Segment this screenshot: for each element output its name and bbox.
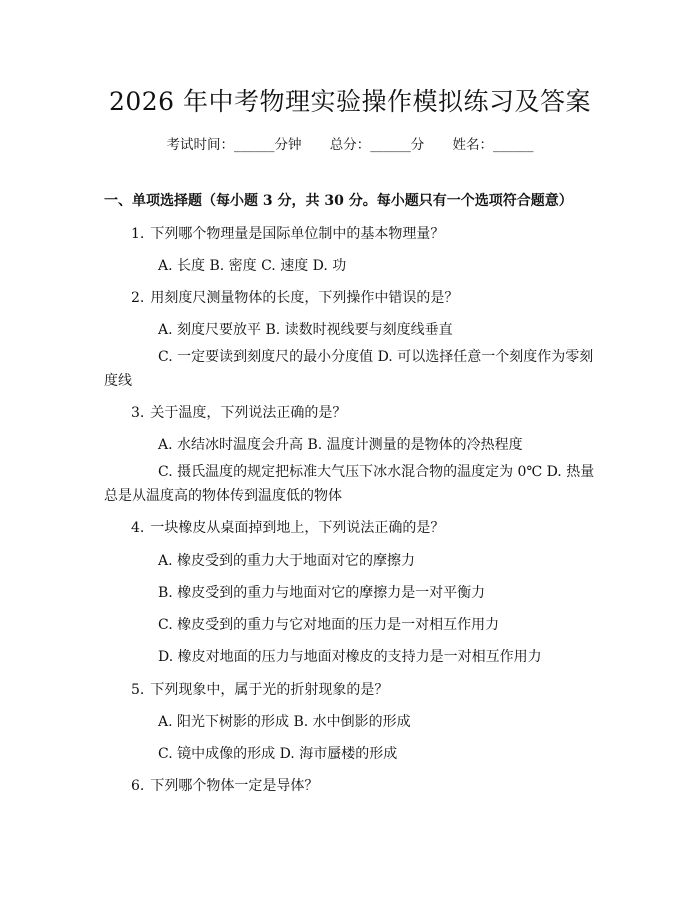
question-5-options-ab: A. 阳光下树影的形成 B. 水中倒影的形成 (158, 714, 411, 730)
question-2-options-ab: A. 刻度尺要放平 B. 读数时视线要与刻度线垂直 (158, 322, 453, 338)
question-5-options-cd: C. 镜中成像的形成 D. 海市蜃楼的形成 (158, 746, 398, 762)
question-text: 下列哪个物体一定是导体？ (150, 778, 319, 794)
exam-name: 姓名：______ (452, 137, 534, 153)
question-2 (131, 287, 458, 307)
question-number: 6. (131, 778, 145, 794)
question-4-option-c: C. 橡皮受到的重力与它对地面的压力是一对相互作用力 (158, 617, 500, 633)
question-text: 下列哪个物理量是国际单位制中的基本物理量？ (150, 226, 445, 242)
question-text: 用刻度尺测量物体的长度，下列操作中错误的是？ (150, 290, 459, 306)
exam-score: 总分：______分 (329, 137, 425, 153)
question-text: 一块橡皮从桌面掉到地上，下列说法正确的是？ (150, 520, 445, 536)
question-number: 1. (131, 226, 145, 242)
exam-meta (0, 133, 700, 153)
question-4-option-a: A. 橡皮受到的重力大于地面对它的摩擦力 (158, 553, 416, 569)
question-number: 3. (131, 405, 145, 421)
question-text: 关于温度，下列说法正确的是？ (150, 405, 347, 421)
question-text: 下列现象中，属于光的折射现象的是？ (150, 682, 389, 698)
question-4-option-b: B. 橡皮受到的重力与地面对它的摩擦力是一对平衡力 (158, 585, 486, 601)
question-5 (131, 679, 388, 699)
question-6 (131, 775, 318, 795)
question-1 (131, 223, 444, 243)
question-3 (131, 402, 346, 422)
question-1-options: A. 长度 B. 密度 C. 速度 D. 功 (158, 258, 347, 274)
question-4-option-d: D. 橡皮对地面的压力与地面对橡皮的支持力是一对相互作用力 (158, 649, 542, 665)
section-heading: 一、单项选择题（每小题 3 分，共 30 分。每小题只有一个选项符合题意） (104, 193, 573, 209)
page-title: 2026 年中考物理实验操作模拟练习及答案 (108, 87, 592, 116)
exam-time: 考试时间：______分钟 (166, 137, 302, 153)
question-number: 4. (131, 520, 145, 536)
question-number: 2. (131, 290, 145, 306)
question-3-options-ab: A. 水结冰时温度会升高 B. 温度计测量的是物体的冷热程度 (158, 437, 523, 453)
question-2-options-cd: C. 一定要读到刻度尺的最小分度值 D. 可以选择任意一个刻度作为零刻度线 (104, 349, 594, 389)
question-4 (131, 517, 444, 537)
question-number: 5. (131, 682, 145, 698)
question-3-options-cd: C. 摄氏温度的规定把标准大气压下冰水混合物的温度定为 0℃ D. 热量总是从温度高的物体传到温度低的物体 (104, 464, 595, 504)
